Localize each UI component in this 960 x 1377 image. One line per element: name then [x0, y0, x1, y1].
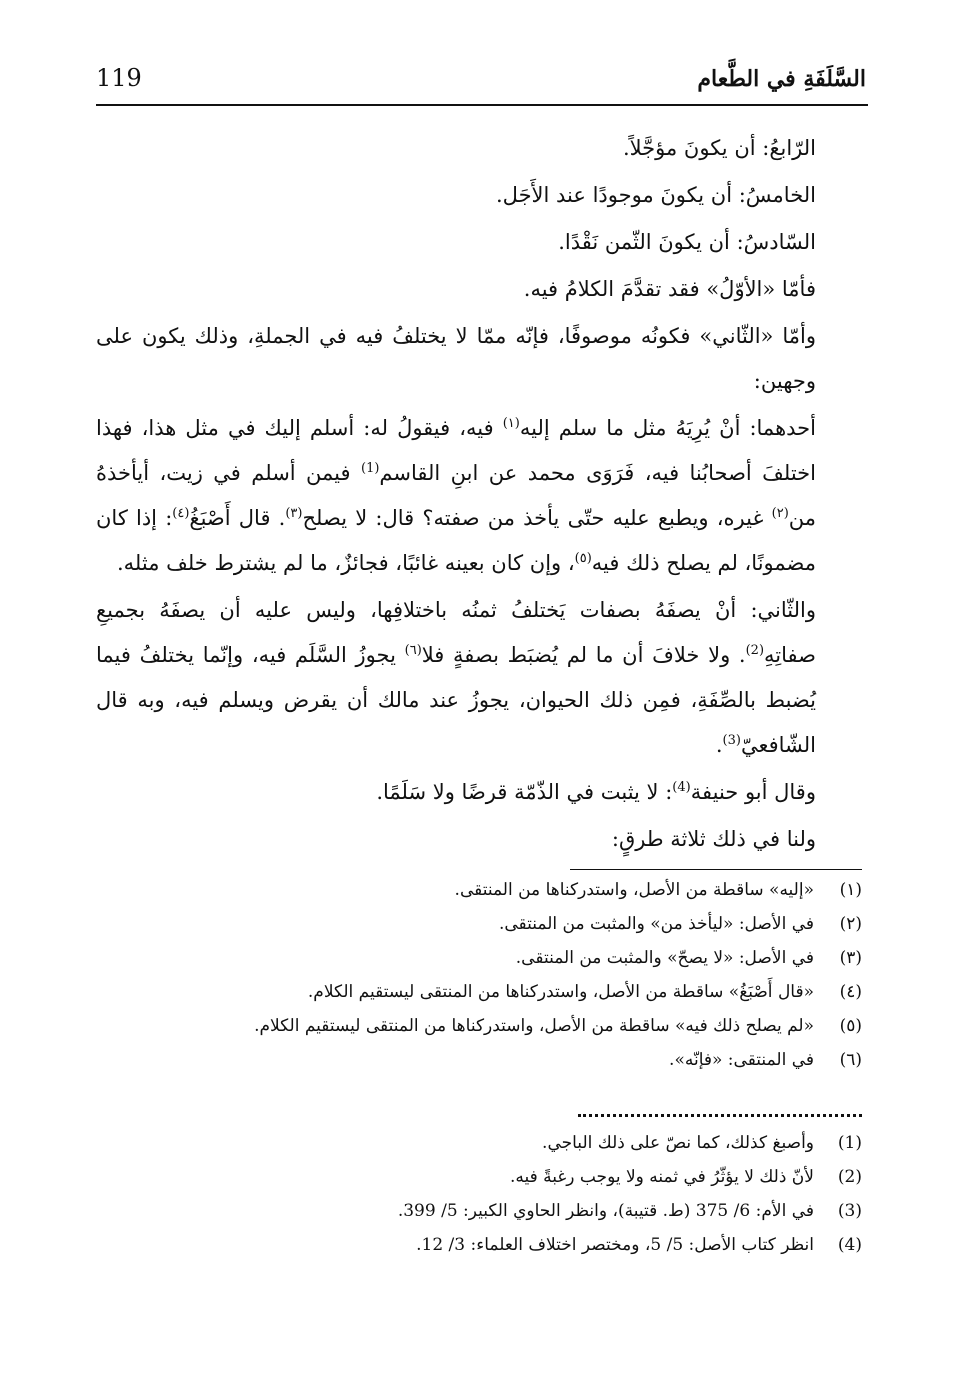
text-span: أحدهما: أنْ يُرِيَهُ مثل ما سلم إليه: [519, 416, 816, 440]
text-line-turuq: ولنا في ذلك ثلاثة طرقٍ:: [611, 827, 816, 851]
footnote-item: [200, 1133, 862, 1167]
footnote-text: وأصبغ كذلك، كما نصّ على ذلك الباجي.: [542, 1133, 814, 1153]
footnote-number: (٣): [839, 948, 862, 968]
main-text: [96, 126, 866, 864]
footnote-item: [200, 1235, 862, 1269]
footnote-number: (١): [839, 880, 862, 900]
footnote-number: (2): [837, 1167, 862, 1187]
footnote-item: [200, 880, 862, 914]
text-span: . ولا خلافَ أن ما لم يُضبَط بصفةٍ فلا: [421, 643, 746, 667]
footnote-number: (٦): [839, 1050, 862, 1070]
footnote-text: «قال أَصْبَغُ» ساقطة من الأصل، واستدركناها من المنتقى ليستقيم الكلام.: [307, 982, 814, 1002]
footnote-text: في الأم: 6/ 375 (ط. قتيبة)، وانظر الحاوي الكبير: 5/ 399.: [397, 1201, 814, 1221]
footnote-item: [200, 1201, 862, 1235]
footnote-text: في المنتقى: «فإنّه».: [669, 1050, 814, 1070]
footnote-item: [200, 1050, 862, 1084]
footnote-number: (4): [837, 1235, 862, 1255]
footnote-text: في الأصل: «لا يصحّ» والمثبت من المنتقى.: [515, 948, 814, 968]
footnote-text: انظر كتاب الأصل: 5/ 5، ومختصر اختلاف العلماء: 3/ 12.: [416, 1235, 814, 1255]
footnote-ref: (٤): [172, 506, 190, 521]
text-span: وقال أبو حنيفة: [690, 780, 816, 804]
footnote-ref: (3): [722, 733, 741, 748]
footnote-text: في الأصل: «ليأخذ من» والمثبت من المنتقى.: [498, 914, 814, 934]
footnote-ref: (٣): [285, 506, 303, 521]
footnote-ref: (4): [672, 780, 691, 795]
footnote-number: (٤): [839, 982, 862, 1002]
text-line-sadis: السّادسُ: أن يكونَ الثّمن نَقْدًا.: [558, 230, 816, 254]
footnote-separator: [570, 869, 862, 870]
footnote-number: (٢): [839, 914, 862, 934]
text-span: غيره، ويطبع عليه حتّى يأخذ من صفته؟ قال: لا يصلح: [302, 506, 772, 530]
footnote-item: [200, 948, 862, 982]
footnote-ref: (٥): [574, 551, 592, 566]
text-span: : لا يثبت في الذّمّة قرضًا ولا سَلَمًا.: [376, 780, 673, 804]
text-span: : إذا كان مضمونًا، لم يصلح ذلك فيه: [96, 506, 816, 575]
footnote-ref: (١): [502, 416, 520, 431]
text-span: والثّاني: أنْ يصفَهُ بصفات يَختلفُ ثمنُه باختلافِها، وليس عليه أن يصفَهُ بجميعِ صفاتِهِ: [96, 598, 816, 667]
paragraph-first-way: [96, 406, 866, 586]
paragraph-thani: وأمّا «الثّاني» فكونُه موصوفًا، فإنّه ممّا لا يختلفُ فيه في الجملةِ، وذلك يكون على وجهين:: [96, 324, 816, 393]
paragraph-second-way: [96, 588, 866, 768]
footnote-ref: (1): [360, 461, 380, 476]
running-title: السَّلَفَةِ في الطَّعام: [697, 66, 866, 92]
text-line-khamis: الخامسُ: أن يكونَ موجودًا عند الأَجَل.: [495, 183, 816, 207]
footnote-number: (٥): [839, 1016, 862, 1036]
footnote-text: «إليه» ساقطة من الأصل، واستدركناها من المنتقى.: [454, 880, 814, 900]
text-span: يجوزُ السَّلَم فيه، وإنّما يختلفُ فيما يُضبط بالصِّفَةِ، فمِن ذلك الحيوان، يجوزُ عند مالك أن يقرض ويسلم فيه، وبه قال الشّافعيّ: [96, 643, 816, 757]
editor-footnotes: [200, 1133, 862, 1269]
footnote-item: [200, 1016, 862, 1050]
text-span: . قال أَصْبَغُ: [189, 506, 286, 530]
footnote-item: [200, 914, 862, 948]
footnote-ref: (٢): [771, 506, 789, 521]
footnote-text: لأنّ ذلك لا يؤثّرُ في ثمنه ولا يوجب رغبةً فيه.: [509, 1167, 814, 1187]
footnote-item: [200, 982, 862, 1016]
footnote-number: (1): [837, 1133, 862, 1153]
paragraph-abu-hanifa: [96, 770, 866, 815]
footnote-ref: (٦): [404, 643, 422, 658]
footnote-number: (3): [837, 1201, 862, 1221]
page-number: 119: [96, 64, 142, 92]
text-line-rabi: الرّابعُ: أن يكونَ مؤجَّلاً.: [622, 136, 816, 160]
text-line-awwal: فأمّا «الأوّلُ» فقد تقدَّمَ الكلامُ فيه.: [523, 277, 816, 301]
manuscript-footnotes: [200, 880, 862, 1084]
footnote-text: «لم يصلح ذلك فيه» ساقطة من الأصل، واستدركناها من المنتقى ليستقيم الكلام.: [254, 1016, 814, 1036]
header-rule: [96, 104, 868, 106]
text-span: ، وإن كان بعينه غائبًا، فجائزٌ، ما لم يشترط خلف مثله.: [116, 551, 575, 575]
footnote-separator-dotted: [578, 1114, 862, 1117]
page-header: [96, 64, 866, 108]
text-span: فيمن أسلم في زيت، أيأخذهُ من: [96, 461, 816, 530]
footnote-ref: (2): [745, 643, 765, 658]
footnote-item: [200, 1167, 862, 1201]
text-span: .: [715, 733, 723, 757]
text-span: فيه، فيقولُ له: أسلم إليك في مثل هذا، فهذا اختلفَ أصحابُنا فيه، فَرَوَى محمد عن ابنِ القاسم: [96, 416, 816, 485]
